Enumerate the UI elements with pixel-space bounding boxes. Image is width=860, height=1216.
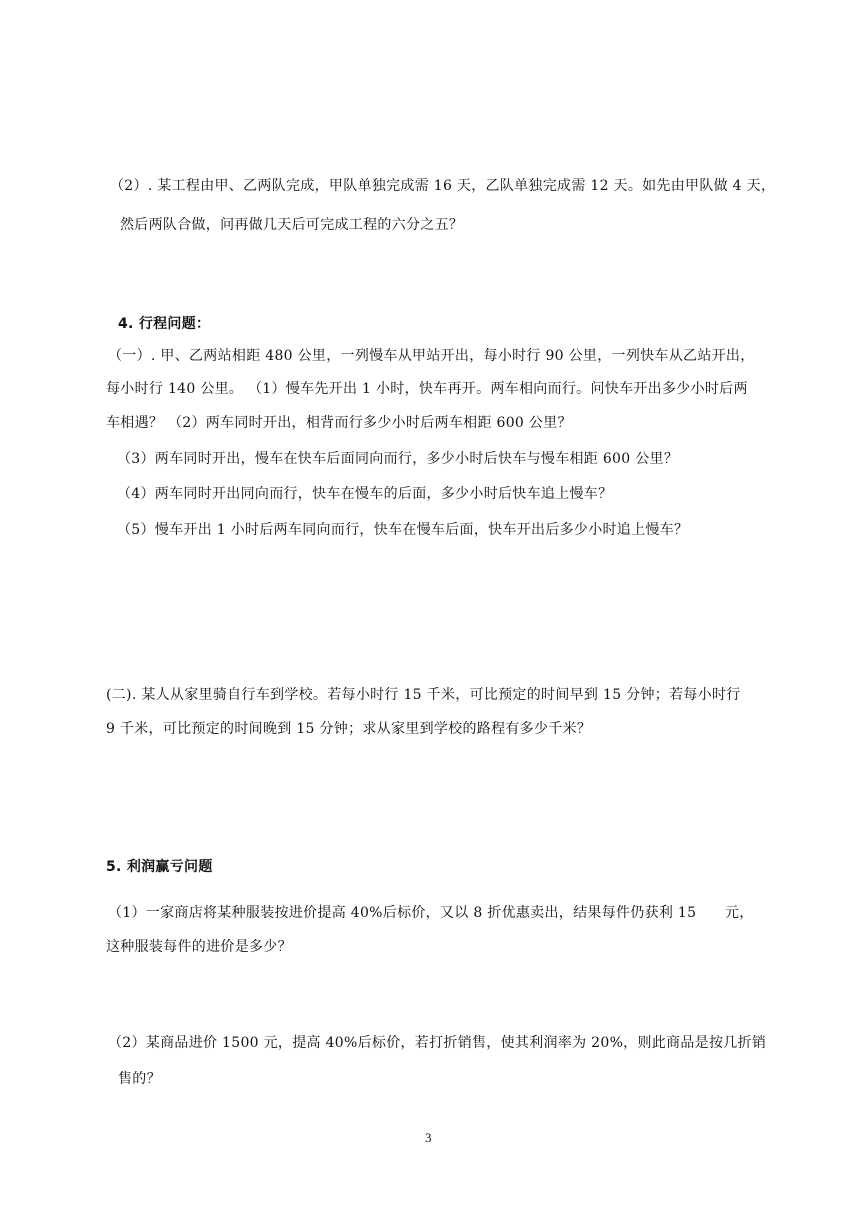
section-5-question-2-line-2: 售的？ [118,1071,161,1087]
section-5-question-1-line-1: （1）一家商店将某种服装按进价提高 40%后标价，又以 8 折优惠卖出，结果每件仍获利 15 元， [108,905,754,921]
section-4-question-4: （4）两车同时开出同向而行，快车在慢车的后面，多少小时后快车追上慢车？ [117,486,613,502]
section-5-heading: 5. 利润赢亏问题 [106,859,213,875]
section-5-question-2-line-1: （2）某商品进价 1500 元，提高 40%后标价，若打折销售，使其利润率为 20%，则此商品是按几折销 [108,1035,767,1051]
section-4-heading: 4. 行程问题： [118,316,211,332]
problem-3-2-line-2: 然后两队合做，问再做几天后可完成工程的六分之五？ [120,217,464,233]
section-4-part-1-line-2: 每小时行 140 公里。 （1）慢车先开出 1 小时，快车再开。两车相向而行。问快车开出多少小时后两 [106,381,748,397]
section-4-question-3: （3）两车同时开出，慢车在快车后面同向而行，多少小时后快车与慢车相距 600 公里？ [117,451,679,467]
section-4-part-1-line-1: （一）. 甲、乙两站相距 480 公里，一列慢车从甲站开出，每小时行 90 公里，一列快车从乙站开出， [108,348,755,364]
section-4-question-5: （5）慢车开出 1 小时后两车同向而行，快车在慢车后面，快车开出后多少小时追上慢车？ [117,522,689,538]
problem-3-2-line-1: （2）. 某工程由甲、乙两队完成，甲队单独完成需 16 天，乙队单独完成需 12 天。如先由甲队做 4 天， [110,178,776,194]
page-number: 3 [425,1130,432,1145]
section-4-part-2-line-2: 9 千米，可比预定的时间晚到 15 分钟；求从家里到学校的路程有多少千米？ [106,721,592,737]
section-4-part-2-line-1: (二). 某人从家里骑自行车到学校。若每小时行 15 千米，可比预定的时间早到 15 分钟；若每小时行 [106,687,741,703]
section-5-question-1-line-2: 这种服装每件的进价是多少？ [106,939,292,955]
section-4-part-1-line-3: 车相遇？ （2）两车同时开出，相背而行多少小时后两车相距 600 公里？ [106,415,572,431]
